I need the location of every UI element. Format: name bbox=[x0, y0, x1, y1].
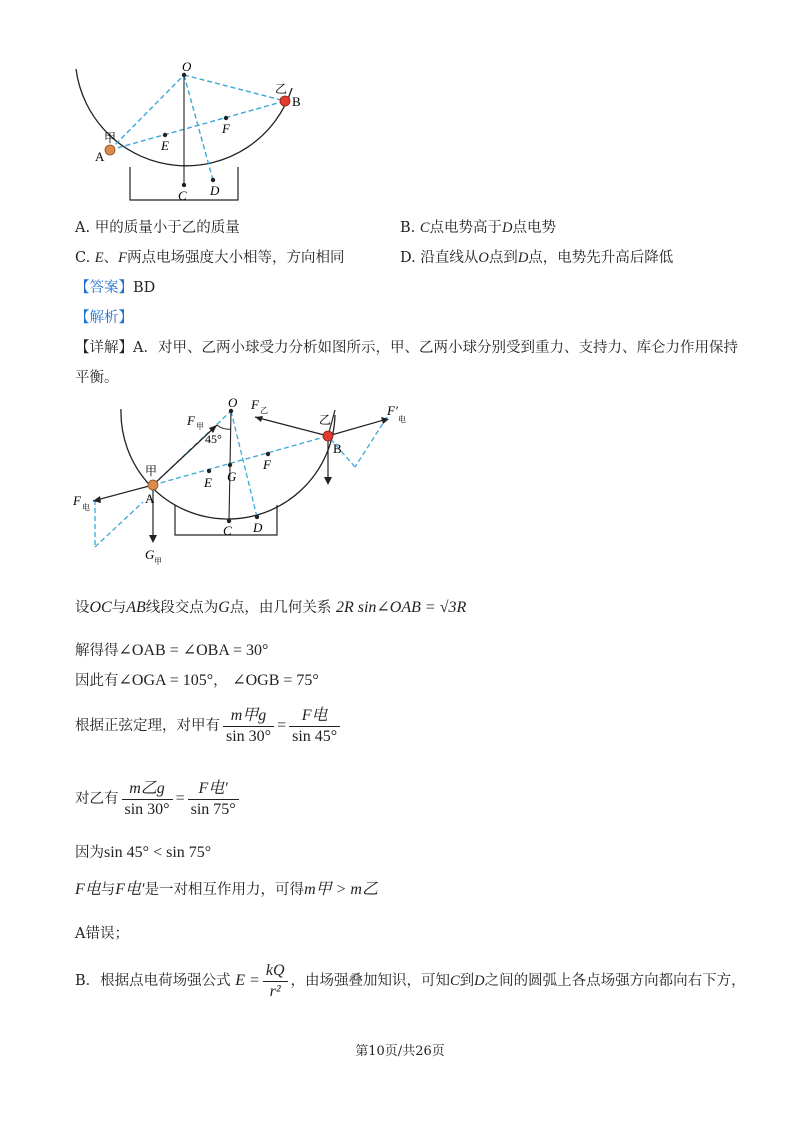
svg-text:电: 电 bbox=[82, 503, 90, 512]
svg-text:E: E bbox=[204, 475, 212, 490]
figure-1 bbox=[60, 55, 320, 205]
svg-text:45°: 45° bbox=[205, 432, 222, 446]
svg-text:A: A bbox=[95, 149, 105, 164]
analysis-tag: 【解析】 bbox=[75, 310, 133, 326]
svg-text:甲: 甲 bbox=[196, 422, 204, 431]
svg-text:G: G bbox=[145, 547, 155, 562]
svg-text:A: A bbox=[145, 491, 155, 506]
svg-text:B: B bbox=[292, 94, 301, 109]
svg-text:B: B bbox=[333, 441, 342, 456]
svg-text:乙: 乙 bbox=[260, 406, 268, 415]
svg-text:甲: 甲 bbox=[154, 557, 162, 566]
svg-text:D: D bbox=[253, 520, 263, 535]
svg-text:C: C bbox=[178, 188, 187, 203]
solution-line-4: 根据正弦定理，对甲有 $\frac{\text{m甲g}}{\sin 30^\circ}$ = $\frac{\text{F电}}{\sin 45^\circ}$ bbox=[75, 705, 343, 747]
svg-text:O: O bbox=[228, 395, 238, 410]
ball-jia bbox=[105, 145, 115, 155]
svg-text:F: F bbox=[187, 413, 195, 428]
option-c: C. E、F两点电场强度大小相等，方向相同 bbox=[75, 250, 345, 266]
detail-line-2: 平衡。 bbox=[75, 370, 119, 386]
solution-line-9: B．根据点电荷场强公式 E = $\frac{kQ}{\text{r²}}$ ，由场强叠加知识，可知C到D之间的圆弧上各点场强方向都向右下方， bbox=[75, 961, 746, 1000]
ball-jia-2 bbox=[148, 480, 158, 490]
solution-line-2: 解得得∠OAB = ∠OBA = 30° bbox=[75, 642, 269, 659]
solution-line-7: F电与F电′是一对相互作用力，可得m甲 > m乙 bbox=[75, 881, 378, 898]
svg-text:F: F bbox=[263, 457, 271, 472]
ball-yi-2 bbox=[323, 431, 333, 441]
svg-text:O: O bbox=[182, 59, 192, 74]
option-a: A. 甲的质量小于乙的质量 bbox=[75, 220, 240, 236]
ball-yi bbox=[280, 96, 290, 106]
solution-line-5: 对乙有 $\frac{\text{m乙g}}{\sin 30^\circ}$ = $\frac{\text{F电′}}{\sin 75^\circ}$ bbox=[75, 778, 242, 820]
svg-text:F: F bbox=[222, 121, 230, 136]
page-footer: 第10页/共26页 bbox=[355, 1044, 445, 1059]
solution-line-8: A错误； bbox=[75, 926, 129, 942]
solution-line-6: 因为sin 45° < sin 75° bbox=[75, 844, 212, 861]
svg-text:D: D bbox=[210, 183, 220, 198]
svg-text:F: F bbox=[73, 493, 81, 508]
figure-2 bbox=[65, 395, 425, 575]
solution-line-3: 因此有∠OGA = 105°， ∠OGB = 75° bbox=[75, 672, 319, 689]
svg-text:乙: 乙 bbox=[319, 413, 332, 427]
option-d: D. 沿直线从O点到D点，电势先升高后降低 bbox=[400, 250, 674, 266]
answer-line: 【答案】BD bbox=[75, 280, 156, 296]
svg-text:电: 电 bbox=[398, 415, 406, 424]
svg-text:甲: 甲 bbox=[145, 464, 158, 478]
detail-line-1: 【详解】A．对甲、乙两小球受力分析如图所示，甲、乙两小球分别受到重力、支持力、库仑力作用保持 bbox=[75, 340, 738, 356]
svg-text:C: C bbox=[223, 523, 232, 538]
solution-line-1: 设OC与AB线段交点为G点，由几何关系 2R sin∠OAB = √3R bbox=[75, 599, 467, 616]
svg-text:乙: 乙 bbox=[275, 82, 288, 96]
svg-text:E: E bbox=[161, 138, 169, 153]
svg-text:F′: F′ bbox=[387, 403, 398, 418]
svg-text:G: G bbox=[227, 469, 237, 484]
option-b: B. C点电势高于D点电势 bbox=[400, 220, 557, 236]
svg-text:甲: 甲 bbox=[104, 131, 117, 145]
svg-text:F: F bbox=[251, 397, 259, 412]
